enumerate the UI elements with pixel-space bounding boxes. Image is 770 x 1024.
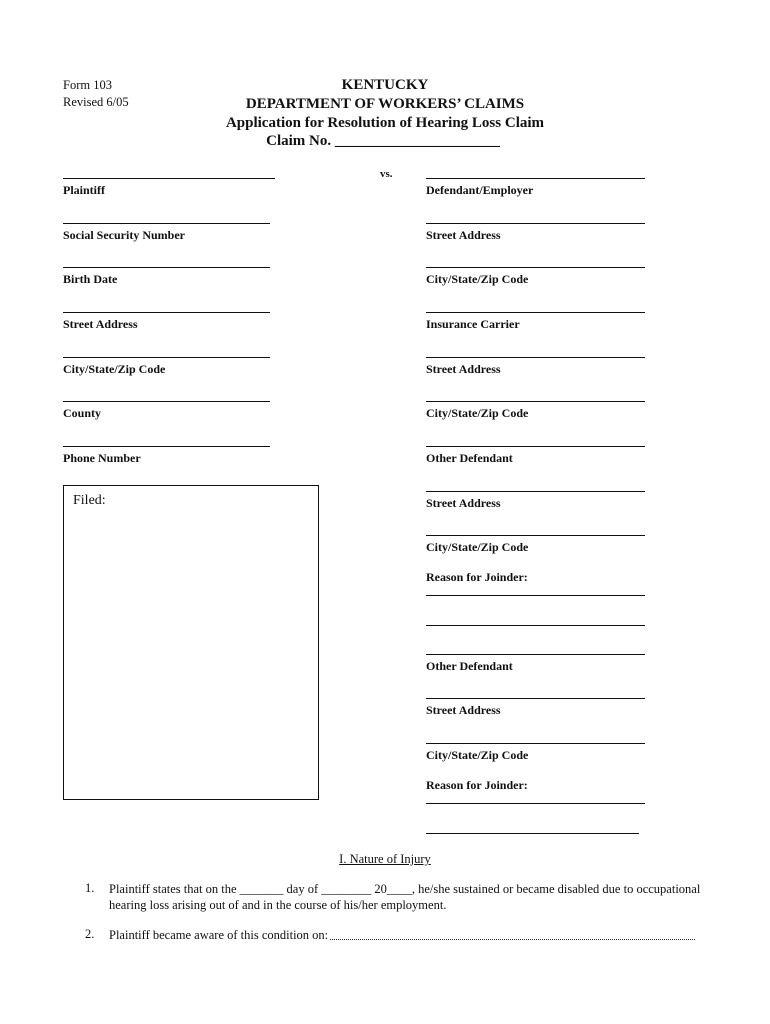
reason-for-joinder-1-label: Reason for Joinder:	[426, 570, 528, 584]
plaintiff-label: Plaintiff	[63, 183, 105, 197]
reason-for-joinder-2-line-2[interactable]	[426, 833, 639, 834]
filed-stamp-box	[63, 485, 319, 800]
form-number: Form 103	[63, 78, 112, 92]
other-defendant-1-street-label: Street Address	[426, 496, 501, 510]
other-defendant-1-city-label: City/State/Zip Code	[426, 540, 529, 554]
plaintiff-street-label: Street Address	[63, 317, 138, 331]
section-heading	[0, 852, 770, 867]
other-defendant-2-label: Other Defendant	[426, 659, 513, 673]
defendant-employer-field-line[interactable]	[426, 178, 645, 179]
reason-for-joinder-2-label: Reason for Joinder:	[426, 778, 528, 792]
defendant-street-field-line[interactable]	[426, 223, 645, 224]
other-defendant-1-label: Other Defendant	[426, 451, 513, 465]
birth-date-label: Birth Date	[63, 272, 118, 286]
revised-date: Revised 6/05	[63, 95, 129, 109]
carrier-city-field-line[interactable]	[426, 401, 645, 402]
carrier-street-field-line[interactable]	[426, 357, 645, 358]
item-1-number: 1.	[85, 881, 95, 895]
carrier-street-label: Street Address	[426, 362, 501, 376]
birth-date-field-line[interactable]	[63, 267, 270, 268]
vs-label: vs.	[380, 168, 393, 180]
plaintiff-city-field-line[interactable]	[63, 357, 270, 358]
ssn-field-line[interactable]	[63, 223, 270, 224]
defendant-employer-label: Defendant/Employer	[426, 183, 534, 197]
plaintiff-city-label: City/State/Zip Code	[63, 362, 166, 376]
defendant-city-field-line[interactable]	[426, 267, 645, 268]
form-title: Application for Resolution of Hearing Loss Claim	[225, 115, 545, 131]
department-heading: DEPARTMENT OF WORKERS’ CLAIMS	[245, 96, 525, 112]
reason-for-joinder-2-line-1[interactable]	[426, 803, 645, 804]
plaintiff-field-line[interactable]	[63, 178, 275, 179]
other-defendant-2-street-label: Street Address	[426, 703, 501, 717]
reason-for-joinder-1-line-2[interactable]	[426, 625, 645, 626]
other-defendant-1-street-field-line[interactable]	[426, 491, 645, 492]
other-defendant-1-city-field-line[interactable]	[426, 535, 645, 536]
insurance-carrier-label: Insurance Carrier	[426, 317, 520, 331]
awareness-date-field-line[interactable]	[330, 939, 695, 940]
item-1-line-2: hearing loss arising out of and in the course of his/her employment.	[109, 898, 447, 912]
phone-field-line[interactable]	[63, 446, 270, 447]
carrier-city-label: City/State/Zip Code	[426, 406, 529, 420]
state-heading: KENTUCKY	[341, 77, 429, 93]
other-defendant-2-field-line[interactable]	[426, 654, 645, 655]
item-1-line-1: Plaintiff states that on the _______ day of ________ 20____, he/she sustained or became disabled due to occupational	[109, 882, 701, 896]
insurance-carrier-field-line[interactable]	[426, 312, 645, 313]
reason-for-joinder-1-line-1[interactable]	[426, 595, 645, 596]
defendant-street-label: Street Address	[426, 228, 501, 242]
plaintiff-street-field-line[interactable]	[63, 312, 270, 313]
phone-label: Phone Number	[63, 451, 141, 465]
item-2-number: 2.	[85, 927, 95, 941]
other-defendant-1-field-line[interactable]	[426, 446, 645, 447]
ssn-label: Social Security Number	[63, 228, 185, 242]
other-defendant-2-city-label: City/State/Zip Code	[426, 748, 529, 762]
other-defendant-2-city-field-line[interactable]	[426, 743, 645, 744]
item-2-text: Plaintiff became aware of this condition on:	[109, 928, 329, 942]
county-field-line[interactable]	[63, 401, 270, 402]
item-1-text	[109, 881, 729, 913]
county-label: County	[63, 406, 102, 420]
filed-label: Filed:	[73, 493, 106, 508]
claim-number: Claim No. ______________________	[266, 133, 500, 149]
other-defendant-2-street-field-line[interactable]	[426, 698, 645, 699]
defendant-city-label: City/State/Zip Code	[426, 272, 529, 286]
section-heading-text: I. Nature of Injury	[339, 852, 431, 866]
